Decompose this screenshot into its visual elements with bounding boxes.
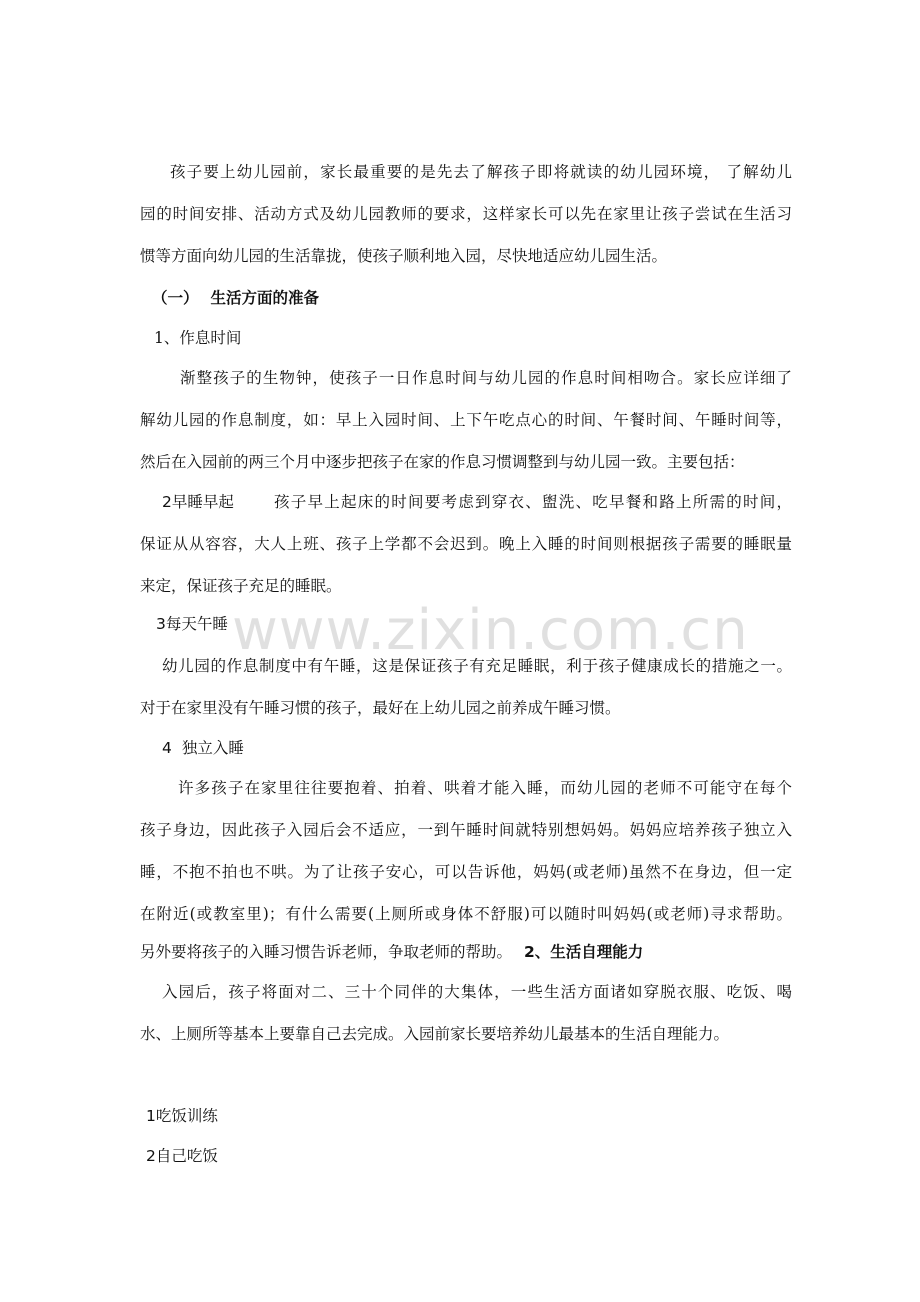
item-2-line-1: 孩子早上起床的时间要考虑到穿衣、盥洗、吃早餐和路上所需的时间， <box>274 493 792 511</box>
section-2-line-1: 入园后，孩子将面对二、三十个同伴的大集体，一些生活方面诸如穿脱衣服、吃饭、喝 <box>162 983 792 1001</box>
item-2-title: 早睡早起 <box>171 493 234 511</box>
sub-item-2-number: 2 <box>146 1147 156 1165</box>
item-4-number: 4 <box>162 739 172 757</box>
intro-line-2: 园的时间安排、活动方式及幼儿园教师的要求，这样家长可以先在家里让孩子尝试在生活习 <box>140 205 792 223</box>
sub-item-1-title: 吃饭训练 <box>155 1107 218 1125</box>
item-4-heading <box>162 732 244 764</box>
sub-item-1-number: 1 <box>146 1107 156 1125</box>
item-4-line-5 <box>140 936 643 968</box>
item-1-title: 1、作息时间 <box>154 329 242 347</box>
item-3-heading <box>156 608 228 640</box>
item-4-last-text: 另外要将孩子的入睡习惯告诉老师，争取老师的帮助。 <box>140 943 513 961</box>
item-4-line-4: 在附近(或教室里)；有什么需要(上厕所或身体不舒服)可以随时叫妈妈(或老师)寻求帮助。 <box>140 905 792 923</box>
section-2-title: 2、生活自理能力 <box>524 943 644 961</box>
intro-line-3: 惯等方面向幼儿园的生活靠拢，使孩子顺利地入园，尽快地适应幼儿园生活。 <box>140 247 668 265</box>
item-3-number: 3 <box>156 615 166 633</box>
sub-item-2 <box>146 1140 218 1172</box>
item-2-heading <box>162 486 234 518</box>
item-4-line-3: 睡，不抱不拍也不哄。为了让孩子安心，可以告诉他，妈妈(或老师)虽然不在身边，但一定 <box>140 863 792 881</box>
item-4-line-1: 许多孩子在家里往往要抱着、拍着、哄着才能入睡，而幼儿园的老师不可能守在每个 <box>178 779 792 797</box>
item-1-line-2: 解幼儿园的作息制度，如：早上入园时间、上下午吃点心的时间、午餐时间、午睡时间等， <box>140 411 792 429</box>
section-2-line-2: 水、上厕所等基本上要靠自己去完成。入园前家长要培养幼儿最基本的生活自理能力。 <box>140 1025 730 1043</box>
item-2-number: 2 <box>162 493 172 511</box>
item-3-title: 每天午睡 <box>165 615 228 633</box>
watermark: www.zixin.com.cn <box>232 598 749 663</box>
section-1-marker: （一） <box>152 289 199 307</box>
item-2-line-2: 保证从从容容，大人上班、孩子上学都不会迟到。晚上入睡的时间则根据孩子需要的睡眠量 <box>140 535 792 553</box>
item-1-line-3: 然后在入园前的两三个月中逐步把孩子在家的作息习惯调整到与幼儿园一致。主要包括： <box>140 453 745 471</box>
sub-item-1 <box>146 1100 218 1132</box>
section-1-title: 生活方面的准备 <box>210 289 320 307</box>
sub-item-2-title: 自己吃饭 <box>155 1147 218 1165</box>
item-4-title: 独立入睡 <box>181 739 244 757</box>
section-1-heading <box>152 282 319 314</box>
item-3-line-2: 对于在家里没有午睡习惯的孩子，最好在上幼儿园之前养成午睡习惯。 <box>140 699 621 717</box>
intro-line-1: 孩子要上幼儿园前，家长最重要的是先去了解孩子即将就读的幼儿园环境， 了解幼儿 <box>170 163 792 181</box>
item-4-line-2: 孩子身边，因此孩子入园后会不适应，一到午睡时间就特别想妈妈。妈妈应培养孩子独立入 <box>140 821 792 839</box>
item-2-line-3: 来定，保证孩子充足的睡眠。 <box>140 577 342 595</box>
item-3-line-1: 幼儿园的作息制度中有午睡，这是保证孩子有充足睡眠，利于孩子健康成长的措施之一。 <box>162 657 792 675</box>
item-1-line-1: 渐整孩子的生物钟，使孩子一日作息时间与幼儿园的作息时间相吻合。家长应详细了 <box>180 369 792 387</box>
